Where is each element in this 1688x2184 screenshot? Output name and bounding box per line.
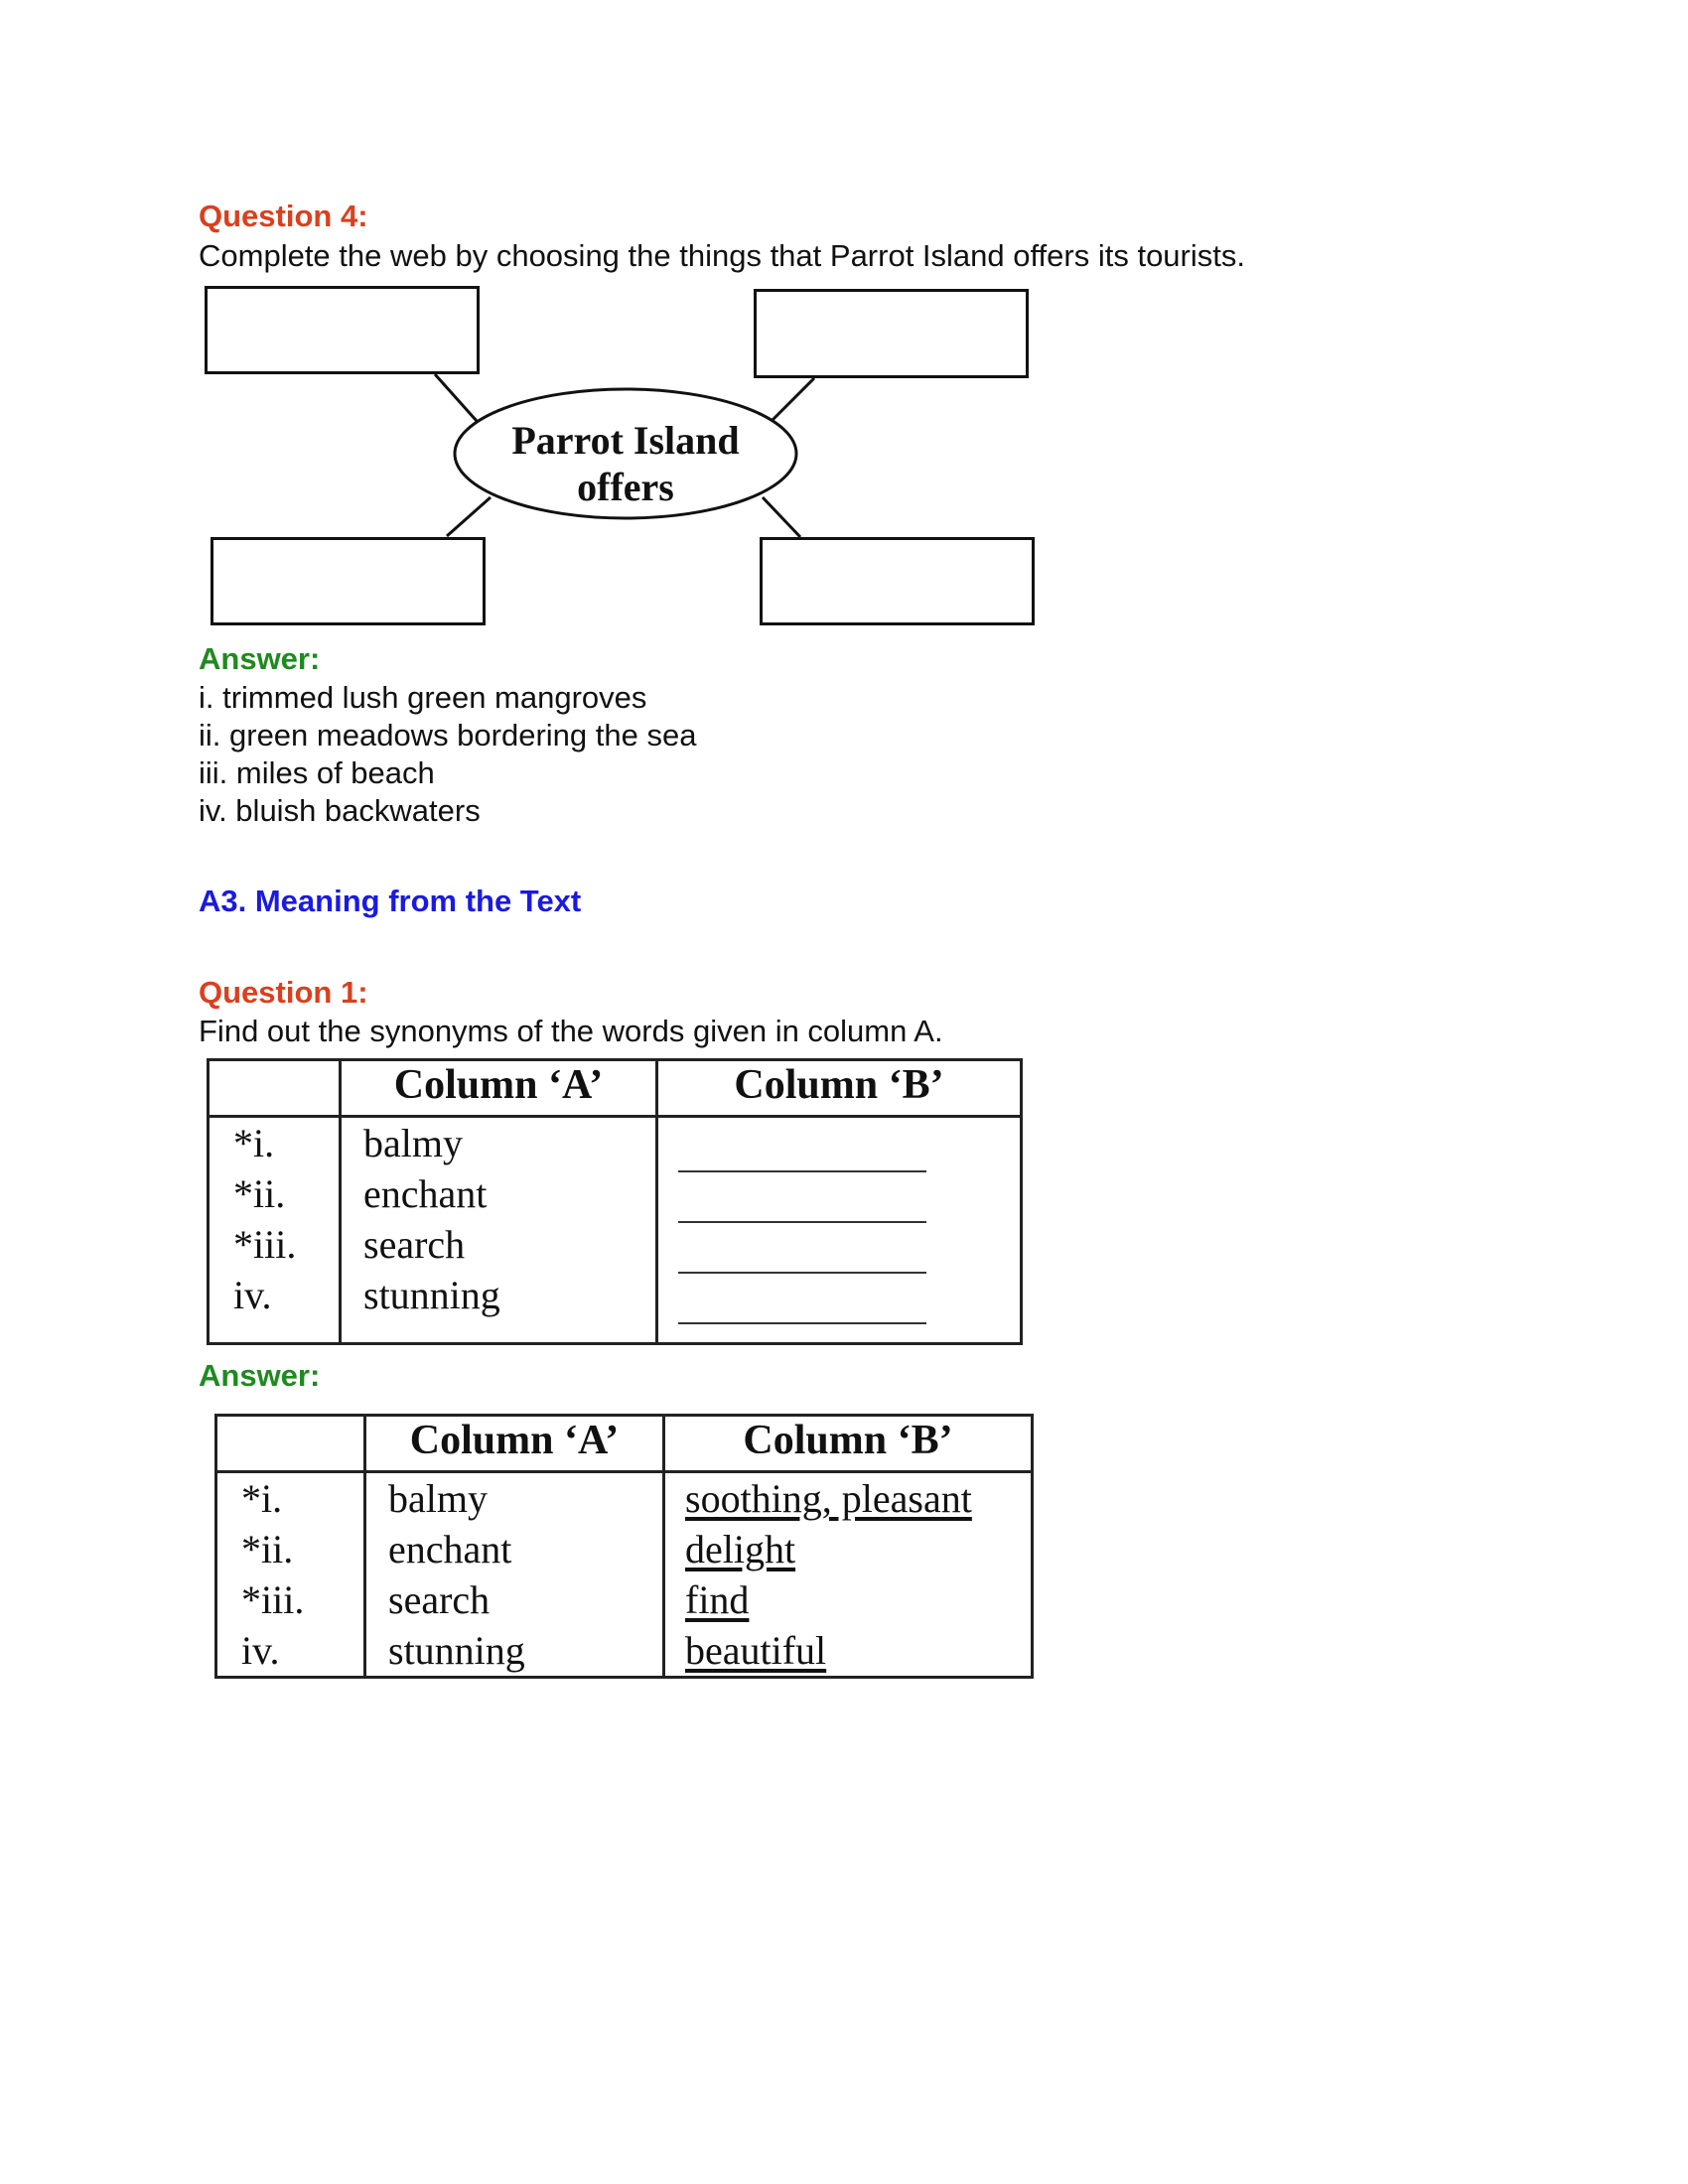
synonym-answer: find: [685, 1577, 750, 1622]
answer-blank-line: [678, 1223, 926, 1274]
column-a-word: balmy: [388, 1476, 488, 1521]
question-4-answer-list: [199, 679, 696, 830]
synonym-answer: soothing, pleasant: [685, 1476, 972, 1521]
table-header-row: [209, 1060, 1022, 1117]
synonym-answer: delight: [685, 1527, 796, 1571]
column-a-word: stunning: [388, 1628, 525, 1673]
synonym-answer-table: [214, 1414, 1034, 1679]
table-header-column-a: Column ‘A’: [365, 1416, 664, 1472]
table-body-row: [209, 1117, 1022, 1344]
table-header-row: [216, 1416, 1033, 1472]
answer-item: ii. green meadows bordering the sea: [199, 718, 697, 752]
row-number: iv.: [241, 1628, 280, 1673]
table-header-column-b: Column ‘B’: [664, 1416, 1033, 1472]
answer-item: iv. bluish backwaters: [199, 793, 481, 828]
row-number: iv.: [233, 1273, 272, 1317]
web-center-line1: Parrot Island: [511, 418, 740, 463]
answer-item: iii. miles of beach: [199, 755, 435, 790]
question-4-answer-heading: Answer:: [199, 641, 321, 676]
column-a-word: search: [388, 1577, 491, 1622]
row-number: *ii.: [233, 1171, 286, 1216]
number-column: [209, 1117, 341, 1344]
web-box-top-left: [205, 286, 480, 374]
answer-blank-line: [678, 1172, 926, 1223]
web-box-bottom-right: [760, 537, 1035, 625]
answer-blank-line: [678, 1274, 926, 1324]
column-a-word: stunning: [363, 1273, 500, 1317]
question-1-prompt: Find out the synonyms of the words given in column A.: [199, 1014, 943, 1048]
column-a-word: enchant: [388, 1527, 512, 1571]
column-b-blanks: [657, 1117, 1022, 1344]
web-center-label: [467, 417, 784, 510]
synonym-question-table: [207, 1058, 1023, 1345]
web-box-top-right: [754, 289, 1029, 378]
question-1-heading: Question 1:: [199, 975, 368, 1010]
column-a-words: [341, 1117, 657, 1344]
question-1-answer-heading: Answer:: [199, 1358, 321, 1393]
web-box-bottom-left: [211, 537, 486, 625]
column-a-words: [365, 1472, 664, 1678]
row-number: *iii.: [241, 1577, 305, 1622]
web-diagram: [0, 0, 1688, 695]
column-a-word: balmy: [363, 1121, 463, 1165]
web-center-line2: offers: [577, 465, 674, 509]
column-b-synonyms: [664, 1472, 1033, 1678]
synonym-answer: beautiful: [685, 1628, 827, 1673]
row-number: *i.: [233, 1121, 275, 1165]
answer-item: i. trimmed lush green mangroves: [199, 680, 647, 715]
answer-blank-line: [678, 1122, 926, 1172]
column-a-word: enchant: [363, 1171, 488, 1216]
table-header-column-b: Column ‘B’: [657, 1060, 1022, 1117]
table-header-column-a: Column ‘A’: [341, 1060, 657, 1117]
question-4-prompt: Complete the web by choosing the things that Parrot Island offers its tourists.: [199, 238, 1245, 273]
question-4-heading: Question 4:: [199, 199, 368, 233]
row-number: *iii.: [233, 1222, 297, 1267]
table-header-blank: [216, 1416, 365, 1472]
row-number: *ii.: [241, 1527, 294, 1571]
number-column: [216, 1472, 365, 1678]
section-title: A3. Meaning from the Text: [199, 884, 582, 918]
table-body-row: [216, 1472, 1033, 1678]
row-number: *i.: [241, 1476, 283, 1521]
table-header-blank: [209, 1060, 341, 1117]
column-a-word: search: [363, 1222, 466, 1267]
